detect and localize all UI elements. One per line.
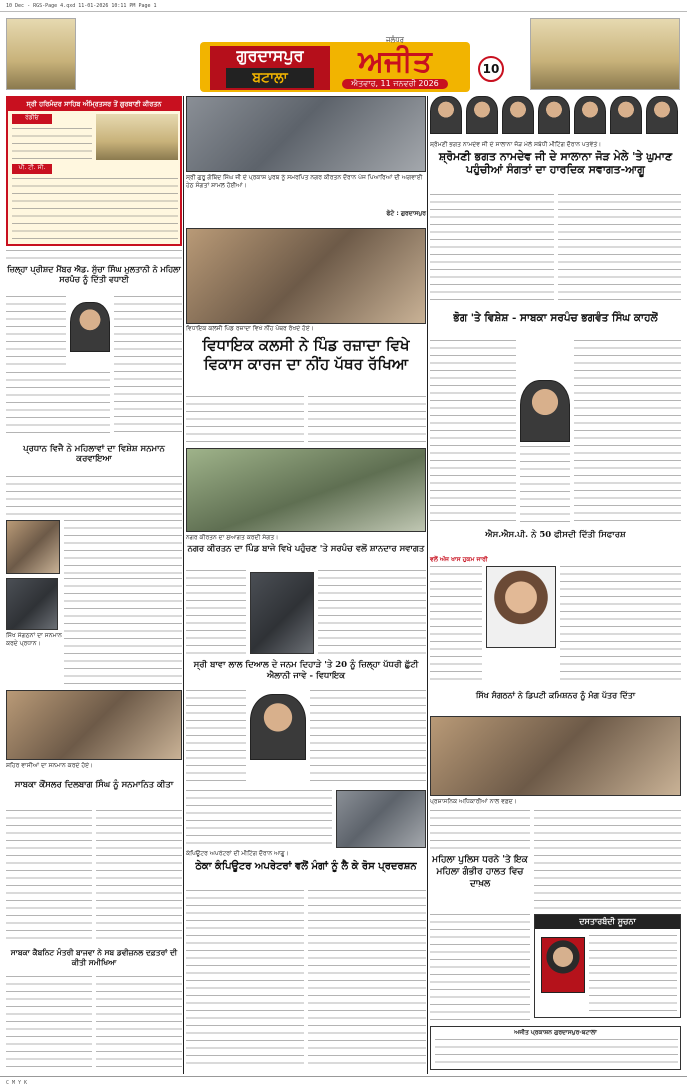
page-number: 10 [478,56,504,82]
edition-box [210,46,330,90]
story1-text-col2 [558,194,681,306]
story2-caption: ਵਿਧਾਇਕ ਕਲਸੀ ਪਿੰਡ ਰਜ਼ਾਦਾ ਵਿਖੇ ਨੀਂਹ ਪੱਥਰ ਰੱਖਦੇ ਹੋਏ। [186,325,314,332]
story5-text-top [6,476,182,516]
story3-text-col1 [6,296,66,368]
story5-headline: ਪ੍ਰਧਾਨ ਵਿਜੈ ਨੇ ਮਹਿਲਾਵਾਂ ਦਾ ਵਿਸ਼ੇਸ਼ ਸਨਮਾਨ ਕਰਵਾਇਆ [23,444,165,464]
story4-text-col3 [574,340,681,526]
golden-temple-image [96,114,178,160]
story4-text-col2 [520,446,570,526]
edition-subcity: ਬਟਾਲਾ [226,68,314,88]
story5-photo-2 [6,578,58,630]
story2-text-col2 [308,396,426,444]
print-footer: C M Y K [0,1076,687,1089]
story10-photo [336,790,426,848]
note-text [6,250,182,260]
imprint-title: ਅਜੀਤ ਪ੍ਰਕਾਸ਼ਨ ਗੁਰਦਾਸਪੁਰ-ਬਟਾਲਾ [514,1029,597,1036]
story9-text-col1 [6,810,92,944]
temple-illustration-right [530,18,680,90]
imprint-box [430,1026,681,1070]
story8-text-col1 [186,690,246,786]
story7-kicker: ਵਲੋਂ ਅੱਜ ਖਾਸ ਹੁਕਮ ਜਾਰੀ [430,556,488,563]
portrait-photo [610,96,642,134]
column-rule [183,96,184,1074]
edition-place: ਜਲੰਧਰ [385,36,405,44]
edition-city: ਗੁਰਦਾਸਪੁਰ [236,46,304,65]
timetable-box [6,96,182,246]
story11-text-col2 [534,810,681,910]
story8-headline: ਸ੍ਰੀ ਬਾਵਾ ਲਾਲ ਦਿਆਲ ਦੇ ਜਨਮ ਦਿਹਾੜੇ 'ਤੇ 20 ਨੂੰ ਜ਼ਿਲ੍ਹਾ ਪੱਧਰੀ ਛੁੱਟੀ ਐਲਾਨੀ ਜਾਵੇ - ਵਿਧਾਇਕ [193,660,419,681]
issue-date: ਐਤਵਾਰ, 11 ਜਨਵਰੀ 2026 [342,79,448,89]
story10-text-col1 [186,890,304,1070]
timetable-text [12,128,92,160]
portrait-row [430,96,681,140]
obit-box [534,914,681,1018]
story8-portrait [250,694,306,760]
story4-headline: ਭੋਗ 'ਤੇ ਵਿਸ਼ੇਸ਼ - ਸਾਬਕਾ ਸਰਪੰਚ ਭਗਵੰਤ ਸਿੰਘ ਕਾਹਲੋਂ [453,312,658,324]
story12-headline: ਸਾਬਕਾ ਕੈਬਨਿਟ ਮੰਤਰੀ ਬਾਜਵਾ ਨੇ ਸਬ ਡਵੀਜ਼ਨਲ ਦਫ਼ਤਰਾਂ ਦੀ ਕੀਤੀ ਸਮੀਖਿਆ [10,948,178,967]
story9-photo [6,690,182,760]
temple-illustration-left [6,18,76,90]
story5-photo-1 [6,520,60,574]
timetable-label-ptc: ਪੀ. ਟੀ. ਸੀ. [12,164,52,174]
story11-headline: ਸਿੱਖ ਸੰਗਠਨਾਂ ਨੇ ਡਿਪਟੀ ਕਮਿਸ਼ਨਰ ਨੂੰ ਮੰਗ ਪੱਤਰ ਦਿੱਤਾ [475,690,636,700]
paper-name: ਅਜੀਤ [358,44,432,79]
story10-headline: ਠੇਕਾ ਕੰਪਿਊਟਰ ਅਪਰੇਟਰਾਂ ਵਲੋਂ ਮੰਗਾਂ ਨੂੰ ਲੈ ਕੇ ਰੋਸ ਪ੍ਰਦਰਸ਼ਨ [195,861,417,872]
story3-portrait [70,302,110,352]
portrait-photo [502,96,534,134]
story5-caption: ਸਿੱਖ ਸੰਗਠਨਾਂ ਦਾ ਸਨਮਾਨ ਕਰਦੇ ਪ੍ਰਧਾਨ। [6,632,62,647]
story1-headline: ਸ਼੍ਰੋਮਣੀ ਭਗਤ ਨਾਮਦੇਵ ਜੀ ਦੇ ਸਾਲਾਨਾ ਜੋੜ ਮੇਲੇ 'ਤੇ ਘੁਮਾਣ ਪਹੁੰਚੀਆਂ ਸੰਗਤਾਂ ਦਾ ਹਾਰਦਿਕ ਸਵਾਗਤ-ਆਗੂ [438,150,673,176]
story13-text [430,914,530,1024]
story6-headline: ਨਗਰ ਕੀਰਤਨ ਦਾ ਪਿੰਡ ਬਾਜੇ ਵਿਖੇ ਪਹੁੰਚਣ 'ਤੇ ਸਰਪੰਚ ਵਲੋਂ ਸ਼ਾਨਦਾਰ ਸਵਾਗਤ [187,544,425,554]
story1-caption: ਸ਼੍ਰੋਮਣੀ ਭਗਤ ਨਾਮਦੇਵ ਜੀ ਦੇ ਸਾਲਾਨਾ ਜੋੜ ਮੇਲੇ ਸਬੰਧੀ ਮੀਟਿੰਗ ਦੌਰਾਨ ਪਤਵੰਤੇ। [430,141,602,148]
story4-text-col1 [430,340,516,526]
story10-text-top [186,790,332,848]
story13-headline: ਮਹਿਲਾ ਪੁਲਿਸ ਧਰਨੇ 'ਤੇ ਇਕ ਮਹਿਲਾ ਗੰਭੀਰ ਹਾਲਤ ਵਿਚ ਦਾਖ਼ਲ [432,855,528,889]
story12-text-col1 [6,976,92,1072]
lead-caption: ਸ੍ਰੀ ਗੁਰੂ ਗੋਬਿੰਦ ਸਿੰਘ ਜੀ ਦੇ ਪ੍ਰਕਾਸ਼ ਪੁਰਬ ਨੂੰ ਸਮਰਪਿਤ ਨਗਰ ਕੀਰਤਨ ਦੌਰਾਨ ਪੰਜ ਪਿਆਰਿਆਂ ਦੀ ਅਗਵਾਈ ਹੇਠ ਸੰਗਤਾਂ ਸ਼ਾਮਲ ਹੋਈਆਂ। [186,174,423,189]
story3-text-col3 [6,372,110,436]
story6-text-col1 [186,570,246,654]
paper-logo [330,36,460,94]
obit-portrait [541,937,585,993]
story9-headline: ਸਾਬਕਾ ਕੌਂਸਲਰ ਦਿਲਬਾਗ ਸਿੰਘ ਨੂੰ ਸਨਮਾਨਿਤ ਕੀਤਾ [14,780,174,790]
story7-headline: ਐਸ.ਐਸ.ਪੀ. ਨੇ 50 ਫੀਸਦੀ ਦਿੱਤੀ ਸਿਫਾਰਸ਼ [485,530,626,540]
story2-photo [186,228,426,324]
story2-headline: ਵਿਧਾਇਕ ਕਲਸੀ ਨੇ ਪਿੰਡ ਰਜ਼ਾਦਾ ਵਿਖੇ ਵਿਕਾਸ ਕਾਰਜ ਦਾ ਨੀਂਹ ਪੱਥਰ ਰੱਖਿਆ [202,336,410,373]
story12-text-col2 [96,976,182,1072]
story5-text-mid [64,520,182,574]
story8-text-col2 [310,690,426,786]
story9-text-col2 [96,810,182,944]
story9-caption: ਸ਼ਹਿਰ ਵਾਸੀਆਂ ਦਾ ਸਨਮਾਨ ਕਰਦੇ ਹੋਏ। [6,762,94,769]
masthead [0,14,687,94]
portrait-photo [574,96,606,134]
story7-text-col1 [430,566,482,686]
story6-caption: ਨਗਰ ਕੀਰਤਨ ਦਾ ਸੁਆਗਤ ਕਰਦੀ ਸੰਗਤ। [186,534,279,541]
timetable-title: ਸ੍ਰੀ ਹਰਿਮੰਦਰ ਸਾਹਿਬ ਅੰਮ੍ਰਿਤਸਰ ਤੋਂ ਗੁਰਬਾਣੀ ਕੀਰਤਨ [8,98,180,111]
portrait-photo [538,96,570,134]
story10-caption: ਕੰਪਿਊਟਰ ਅਪਰੇਟਰਾਂ ਦੀ ਮੀਟਿੰਗ ਦੌਰਾਨ ਆਗੂ। [186,850,289,857]
lead-credit: ਫੋਟੋ : ਗੁਰਦਾਸਪੁਰ [386,210,426,217]
story4-portrait [520,380,570,442]
story11-photo [430,716,681,796]
column-rule [427,96,428,1074]
story3-text-col2 [114,296,182,436]
story11-caption: ਪ੍ਰਸ਼ਾਸਨਿਕ ਅਧਿਕਾਰੀਆਂ ਨਾਲ ਵਫ਼ਦ। [430,798,517,805]
lead-photo [186,96,426,172]
portrait-photo [430,96,462,134]
story11-text-col1 [430,810,530,850]
imprint-text [435,1039,678,1069]
portrait-photo [466,96,498,134]
story6-text-col2 [318,570,426,654]
obit-text [589,935,677,1015]
obit-title: ਦਸਤਾਰਬੰਦੀ ਸੂਚਨਾ [535,915,680,929]
story6-inset-photo [250,572,314,654]
print-slug: 10 Dec - RGS-Page 4.qxd 11-01-2026 10:11 PM Page 1 [0,0,687,12]
story3-headline: ਜ਼ਿਲ੍ਹਾ ਪ੍ਰੀਸ਼ਦ ਮੈਂਬਰ ਐਡ. ਸੁੱਚਾ ਸਿੰਘ ਮੁਲਤਾਨੀ ਨੇ ਮਹਿਲਾ ਸਰਪੰਚ ਨੂੰ ਦਿੱਤੀ ਵਧਾਈ [7,264,181,284]
portrait-photo [646,96,678,134]
timetable-label-radio: ਰੇਡੀਓ [12,114,52,124]
story10-text-col2 [308,890,426,1070]
story6-photo [186,448,426,532]
timetable-schedule [12,178,178,242]
story2-text-col1 [186,396,304,444]
story1-text-col1 [430,194,554,306]
story5-text-bottom [64,578,182,684]
story7-portrait [486,566,556,648]
story7-text-col2 [560,566,681,686]
